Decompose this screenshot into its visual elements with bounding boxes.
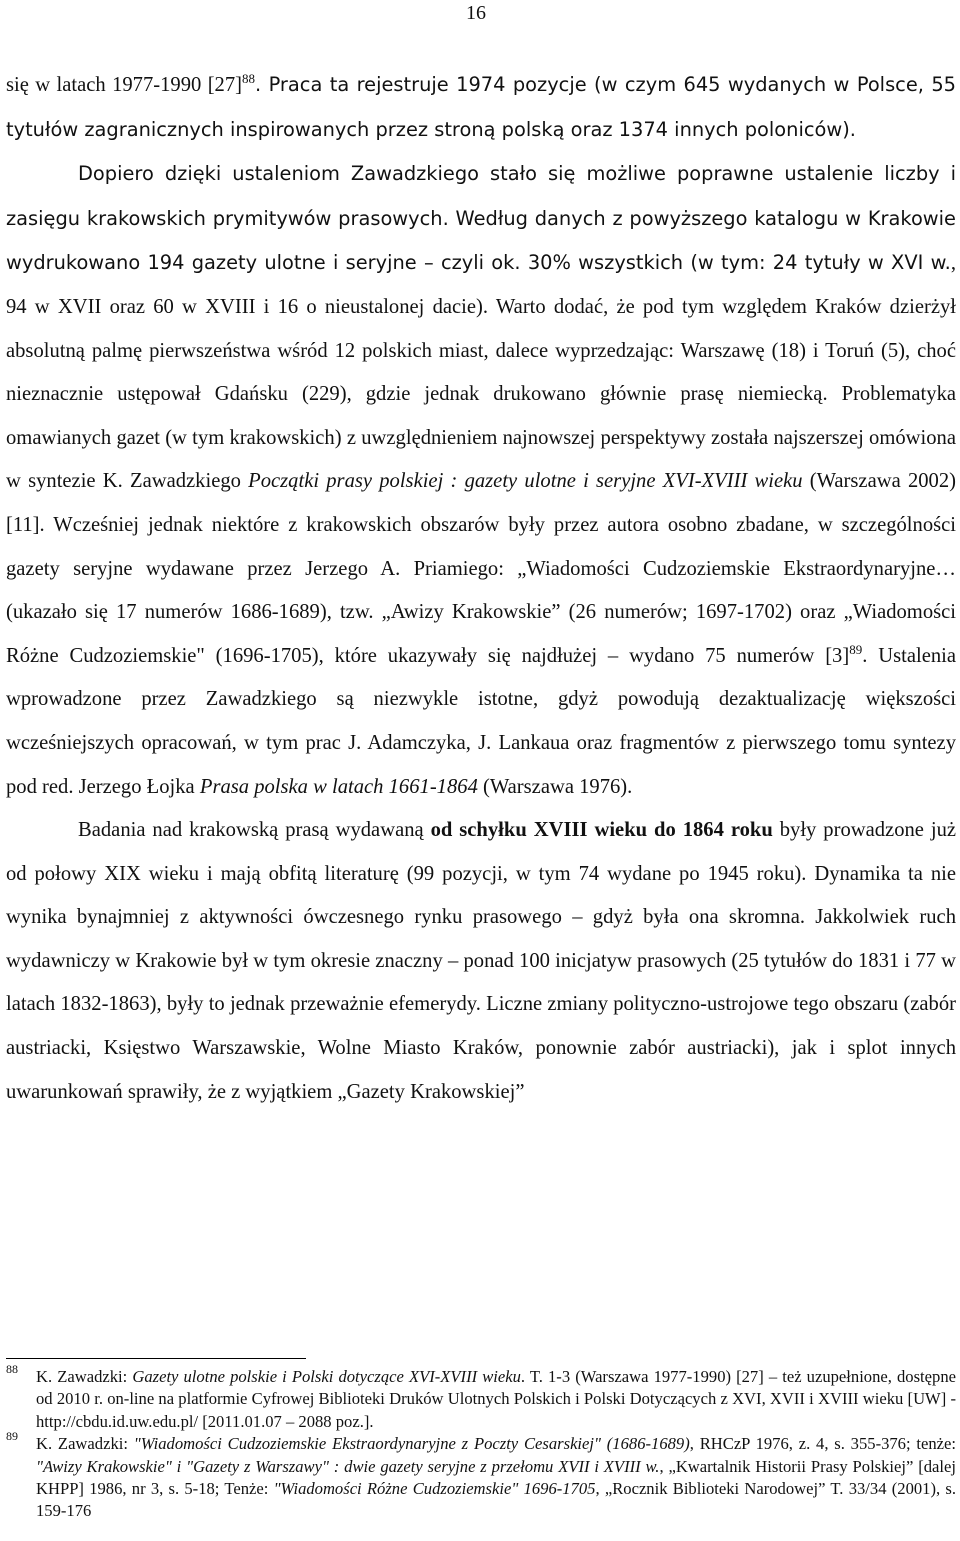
text-run: (Warszawa 1976). bbox=[477, 775, 633, 798]
footnote-title: "Wiadomości Cudzoziemskie Ekstraordynaryjne z Poczty Cesarskiej" (1686-1689) bbox=[133, 1434, 690, 1454]
page-number: 16 bbox=[466, 2, 486, 24]
text-run: . Praca ta rejestruje 1974 pozycje (w czym 645 wydanych w Polsce, 55 tytułów zagranicznych inspirowanych przez stroną polską oraz 1374 innych poloniców). bbox=[6, 73, 957, 141]
text-run: Problematyka omawianych gazet (w tym krakowskich) z uwzględnieniem najnowszej perspektywy została najszerszej omówiona w syntezie K. Zawadzkiego bbox=[6, 383, 957, 493]
text-run: . Ustalenia wprowadzone przez Zawadzkiego są niezwykle istotne, gdyż powodują dezaktualizację większości wcześniejszych opracowań, w tym prac J. Adamczyka, J. Lankaua oraz fragmentów z pierwszego tomu syntezy pod red. Jerzego Łojka bbox=[6, 644, 956, 798]
text-run: , 94 w XVII oraz 60 w XVIII i 16 o nieustalonej dacie). Warto dodać, że pod tym względem Kraków dzierżył absolutną palmę pierwszeństwa wśród 12 polskich miast, dalece wyprzedzając: Warszawę (18) i Toruń (5), choć nieznacznie ustępował Gdańsku (229), gdzie jednak drukowano głównie prasę niemiecką. bbox=[6, 252, 956, 406]
text-run: się w latach 1977-1990 [27] bbox=[6, 74, 243, 96]
text-run: były prowadzone już od połowy XIX wieku i mają obfitą literaturę (99 pozycji, w tym 74 wydane po 1945 roku). Dynamika ta nie wynika bynajmniej z aktywności ówczesnego rynku prasowego – gdyż była ona skromna. Jakkolwiek ruch wydawniczy w Krakowie był w tym okresie znaczny – ponad 100 inicjatyw prasowych (25 tytułów do 1831 i 77 w latach 1832-1863), były to jednak przeważnie efemerydy. Liczne zmiany polityczno-ustrojowe tego obszaru (zabór austriacki, Księstwo Warszawskie, Wolne Miasto Kraków, ponownie zabór austriacki), jak i splot innych uwarunkowań sprawiły, że z wyjątkiem „Gazety Krakowskiej” bbox=[6, 819, 957, 1103]
body-text bbox=[6, 63, 956, 1114]
book-title: Początki prasy polskiej : gazety ulotne i seryjne XVI-XVIII wieku bbox=[248, 470, 803, 493]
text-run: K. Zawadzki: bbox=[36, 1434, 134, 1454]
text-run: , „Rocznik Biblioteki Narodowej” T. 33/34 (2001), s. 159-176 bbox=[36, 1479, 956, 1521]
paragraph-1 bbox=[6, 63, 956, 152]
footnote-title: Gazety ulotne polskie i Polski dotyczące XVI-XVIII wieku bbox=[132, 1367, 521, 1386]
text-run: K. Zawadzki: bbox=[36, 1367, 133, 1386]
footnote-ref-89: 89 bbox=[849, 641, 863, 657]
text-run: , RHCzP 1976, z. 4, s. 355-376; tenże: bbox=[689, 1434, 957, 1454]
footnote-title: "Wiadomości Różne Cudzoziemskie" 1696-1705 bbox=[273, 1479, 596, 1499]
footnote-title: "Awizy Krakowskie" i "Gazety z Warszawy" : dwie gazety seryjne z przełomu XVII i XVIII w. bbox=[36, 1456, 660, 1476]
footnote-88 bbox=[6, 1362, 956, 1433]
book-title: Prasa polska w latach 1661-1864 bbox=[199, 775, 478, 798]
paragraph-3 bbox=[6, 809, 956, 1114]
footnote-separator bbox=[6, 1358, 306, 1359]
text-run: , „Kwartalnik Historii Prasy Polskiej” [dalej KHPP] 1986, nr 3, s. 5-18; Tenże: bbox=[36, 1456, 956, 1499]
text-run: Badania nad krakowską prasą wydawaną bbox=[78, 819, 431, 842]
text-run: Dopiero dzięki ustaleniom Zawadzkiego stało się możliwe poprawne ustalenie liczby i zasięgu krakowskich prymitywów prasowych. Według danych z powyższego katalogu w Krakowie wydrukowano 194 gazety ulotne i seryjne – czyli ok. 30% wszystkich (w tym: 24 tytuły w XVI w. bbox=[6, 162, 956, 275]
footnote-number: 89 bbox=[6, 1429, 18, 1444]
paragraph-2 bbox=[6, 152, 956, 809]
footnotes bbox=[6, 1362, 957, 1523]
text-run: . T. 1-3 (Warszawa 1977-1990) [27] – też uzupełnione, dostępne od 2010 r. on-line na platformie Cyfrowej Biblioteki Druków Ulotnych Polskich i Polski Dotyczących z XVI, XVII i XVIII wieku [UW] - http://cbdu.id.uw.edu.pl/ [2011.01.07 – 2088 poz.]. bbox=[36, 1367, 956, 1431]
text-run: (Warszawa 2002) [11]. Wcześniej jednak niektóre z krakowskich obszarów były przez autora osobno zbadane, w szczególności gazety seryjne wydawane przez Jerzego A. Priamiego: „Wiadomości Cudzoziemskie Ekstraordynaryjne… (ukazało się 17 numerów 1686-1689), tzw. „Awizy Krakowskie” (26 numerów; 1697-1702) oraz „Wiadomości Różne Cudzoziemskie" (1696-1705), które ukazywały się najdłużej – wydano 75 numerów [3] bbox=[6, 470, 956, 667]
footnote-89 bbox=[6, 1429, 957, 1523]
bold-phrase: od schyłku XVIII wieku do 1864 roku bbox=[430, 819, 773, 842]
footnote-ref-88: 88 bbox=[242, 71, 256, 87]
footnote-number: 88 bbox=[6, 1362, 18, 1376]
